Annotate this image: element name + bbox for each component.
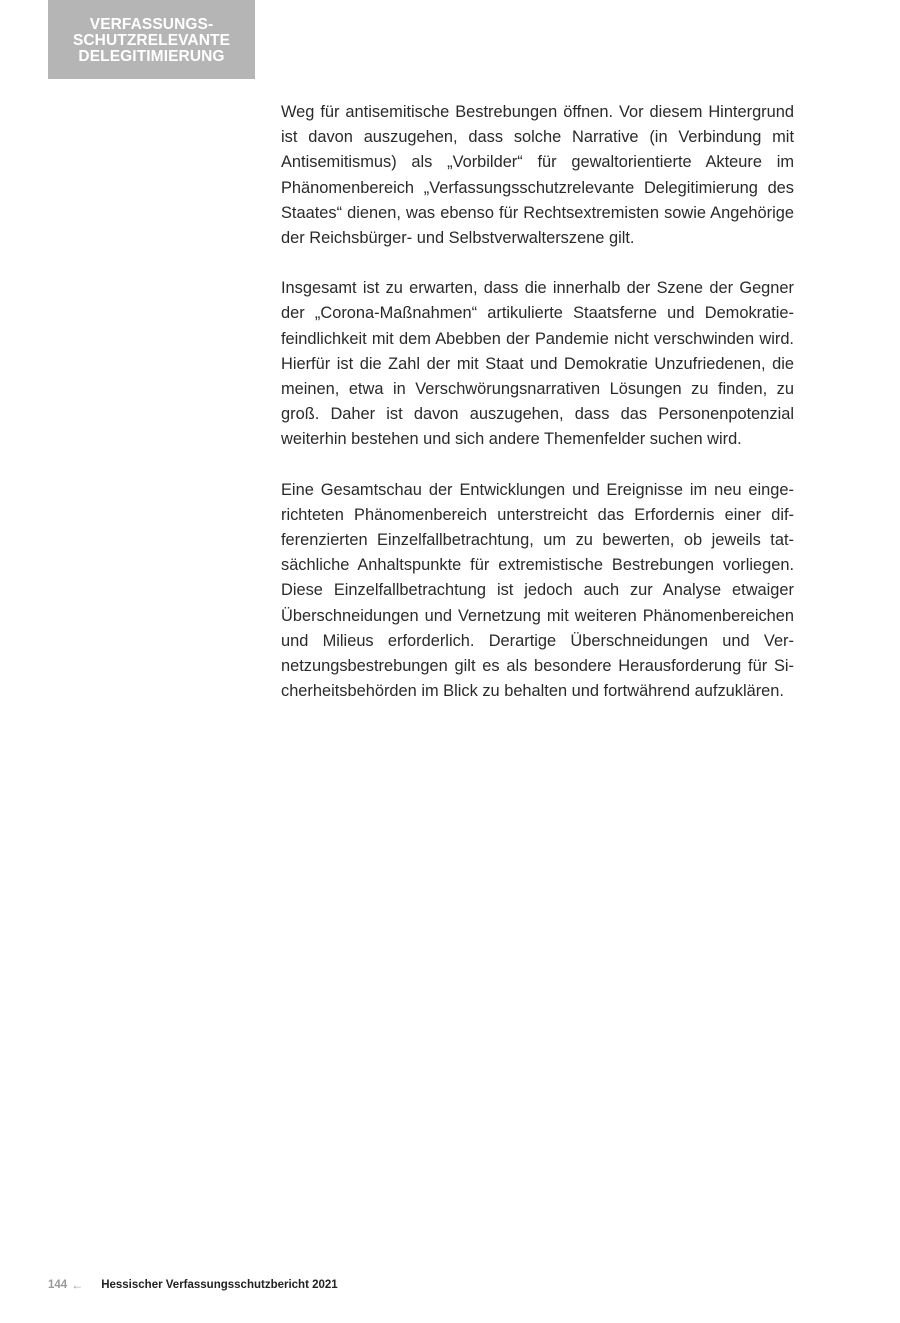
report-title: Hessischer Verfassungsschutzbericht 2021 <box>101 1279 338 1291</box>
section-label-line: SCHUTZRELEVANTE <box>72 31 231 49</box>
page-footer <box>48 1278 338 1292</box>
section-label-line: VERFASSUNGS- <box>89 15 214 33</box>
paragraph: Eine Gesamtschau der Entwicklungen und Ereignisse im neu eingerichteten Phänomenbereich unterstreicht das Erfordernis einer differenzierten Einzelfallbetrachtung, um zu bewerten, ob jeweils tatsächliche Anhaltspunkte für extremistische Bestrebungen vorliegen. Diese Einzelfallbetrachtung ist jedoch auch zur Analyse etwaiger Überschneidungen und Vernetzung mit weiteren Phänomenbereichen und Milieus erforderlich. Derartige Überschneidungen und Vernetzungsbestrebungen gilt es als besondere Herausforderung für Sicherheitsbehörden im Blick zu behalten und fortwährend aufzuklären. <box>281 480 794 701</box>
body-text <box>281 100 794 729</box>
section-label <box>48 0 255 79</box>
page-number: 144 <box>48 1279 68 1291</box>
arrow-left-icon[interactable]: ← <box>71 1278 84 1292</box>
paragraph: Insgesamt ist zu erwarten, dass die innerhalb der Szene der Gegner der „Corona-Maßnahmen“ artikulierte Staatsferne und Demokratiefeindlichkeit mit dem Abebben der Pandemie nicht verschwinden wird. Hierfür ist die Zahl der mit Staat und Demokratie Unzufriedenen, die meinen, etwa in Verschwörungsnarrativen Lösungen zu finden, zu groß. Daher ist davon auszugehen, dass das Personenpotenzial weiterhin bestehen und sich andere Themenfelder suchen wird. <box>281 279 794 449</box>
section-label-line: DELEGITIMIERUNG <box>78 47 225 65</box>
paragraph: Weg für antisemitische Bestrebungen öffnen. Vor diesem Hintergrund ist davon auszugehen, dass solche Narrative (in Verbindung mit Antisemitismus) als „Vorbilder“ für gewaltorientierte Akteure im Phänomenbereich „Verfassungsschutzrelevante Delegitimierung des Staates“ dienen, was ebenso für Rechtsextremisten sowie Angehörige der Reichsbürger- und Selbstverwalterszene gilt. <box>281 103 794 248</box>
